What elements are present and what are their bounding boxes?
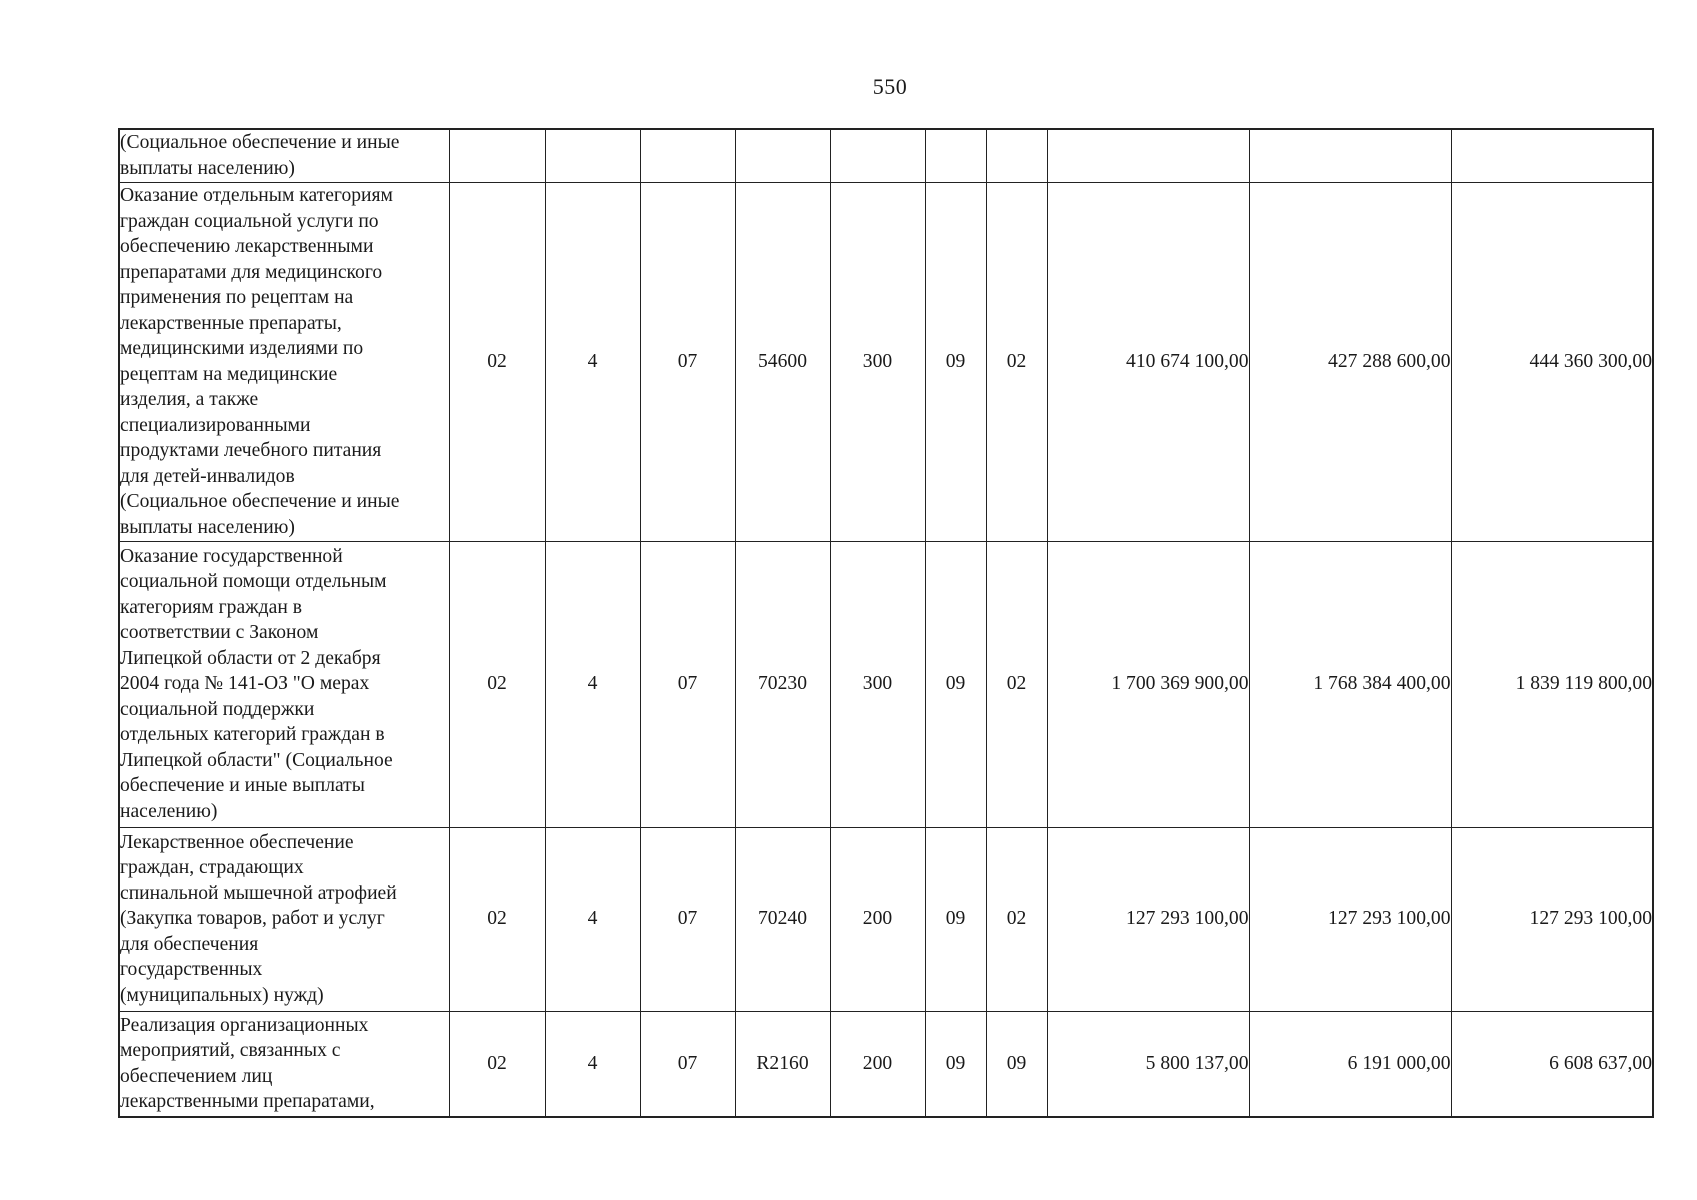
- amount-cell: 444 360 300,00: [1451, 182, 1653, 541]
- code-cell: 02: [986, 182, 1047, 541]
- table-row: [119, 1011, 1653, 1117]
- amount-cell: [1249, 129, 1451, 182]
- table-row: [119, 129, 1653, 182]
- code-cell: [735, 129, 830, 182]
- code-cell: 02: [449, 182, 545, 541]
- code-cell: 4: [545, 182, 640, 541]
- row-description: Лекарственное обеспечение граждан, страдающих спинальной мышечной атрофией (Закупка товаров, работ и услуг для обеспечения государственных (муниципальных) нужд): [119, 827, 449, 1011]
- amount-cell: 5 800 137,00: [1047, 1011, 1249, 1117]
- amount-cell: 127 293 100,00: [1249, 827, 1451, 1011]
- code-cell: [925, 129, 986, 182]
- code-cell: 09: [925, 827, 986, 1011]
- page-number: 550: [872, 74, 908, 99]
- code-cell: 200: [830, 1011, 925, 1117]
- code-cell: 200: [830, 827, 925, 1011]
- table-row: [119, 541, 1653, 827]
- row-description: Реализация организационных мероприятий, связанных с обеспечением лиц лекарственными препаратами,: [119, 1011, 449, 1117]
- amount-cell: 6 191 000,00: [1249, 1011, 1451, 1117]
- table-row: [119, 827, 1653, 1011]
- code-cell: 09: [986, 1011, 1047, 1117]
- row-description: Оказание отдельным категориям граждан социальной услуги по обеспечению лекарственными препаратами для медицинского применения по рецептам на лекарственные препараты, медицинскими изделиями по рецептам на медицинские изделия, а также специализированными продуктами лечебного питания для детей-инвалидов (Социальное обеспечение и иные выплаты населению): [119, 182, 449, 541]
- amount-cell: 1 839 119 800,00: [1451, 541, 1653, 827]
- code-cell: 02: [449, 541, 545, 827]
- budget-table: [118, 128, 1654, 1118]
- code-cell: 02: [449, 827, 545, 1011]
- amount-cell: 1 768 384 400,00: [1249, 541, 1451, 827]
- code-cell: [640, 129, 735, 182]
- code-cell: 70240: [735, 827, 830, 1011]
- code-cell: R2160: [735, 1011, 830, 1117]
- code-cell: 4: [545, 1011, 640, 1117]
- code-cell: 54600: [735, 182, 830, 541]
- code-cell: 02: [986, 827, 1047, 1011]
- table-row: [119, 182, 1653, 541]
- code-cell: 70230: [735, 541, 830, 827]
- amount-cell: 127 293 100,00: [1451, 827, 1653, 1011]
- code-cell: 4: [545, 827, 640, 1011]
- code-cell: 07: [640, 182, 735, 541]
- code-cell: 09: [925, 541, 986, 827]
- amount-cell: 127 293 100,00: [1047, 827, 1249, 1011]
- code-cell: 07: [640, 541, 735, 827]
- amount-cell: 427 288 600,00: [1249, 182, 1451, 541]
- row-description: (Социальное обеспечение и иные выплаты населению): [119, 129, 449, 182]
- code-cell: 300: [830, 541, 925, 827]
- amount-cell: [1451, 129, 1653, 182]
- code-cell: 09: [925, 1011, 986, 1117]
- amount-cell: [1047, 129, 1249, 182]
- code-cell: [830, 129, 925, 182]
- amount-cell: 410 674 100,00: [1047, 182, 1249, 541]
- code-cell: 02: [986, 541, 1047, 827]
- code-cell: [545, 129, 640, 182]
- code-cell: 02: [449, 1011, 545, 1117]
- amount-cell: 6 608 637,00: [1451, 1011, 1653, 1117]
- code-cell: 07: [640, 827, 735, 1011]
- code-cell: 4: [545, 541, 640, 827]
- code-cell: 09: [925, 182, 986, 541]
- row-description: Оказание государственной социальной помощи отдельным категориям граждан в соответствии с Законом Липецкой области от 2 декабря 2004 года № 141-ОЗ "О мерах социальной поддержки отдельных категорий граждан в Липецкой области" (Социальное обеспечение и иные выплаты населению): [119, 541, 449, 827]
- code-cell: 07: [640, 1011, 735, 1117]
- code-cell: 300: [830, 182, 925, 541]
- code-cell: [986, 129, 1047, 182]
- code-cell: [449, 129, 545, 182]
- amount-cell: 1 700 369 900,00: [1047, 541, 1249, 827]
